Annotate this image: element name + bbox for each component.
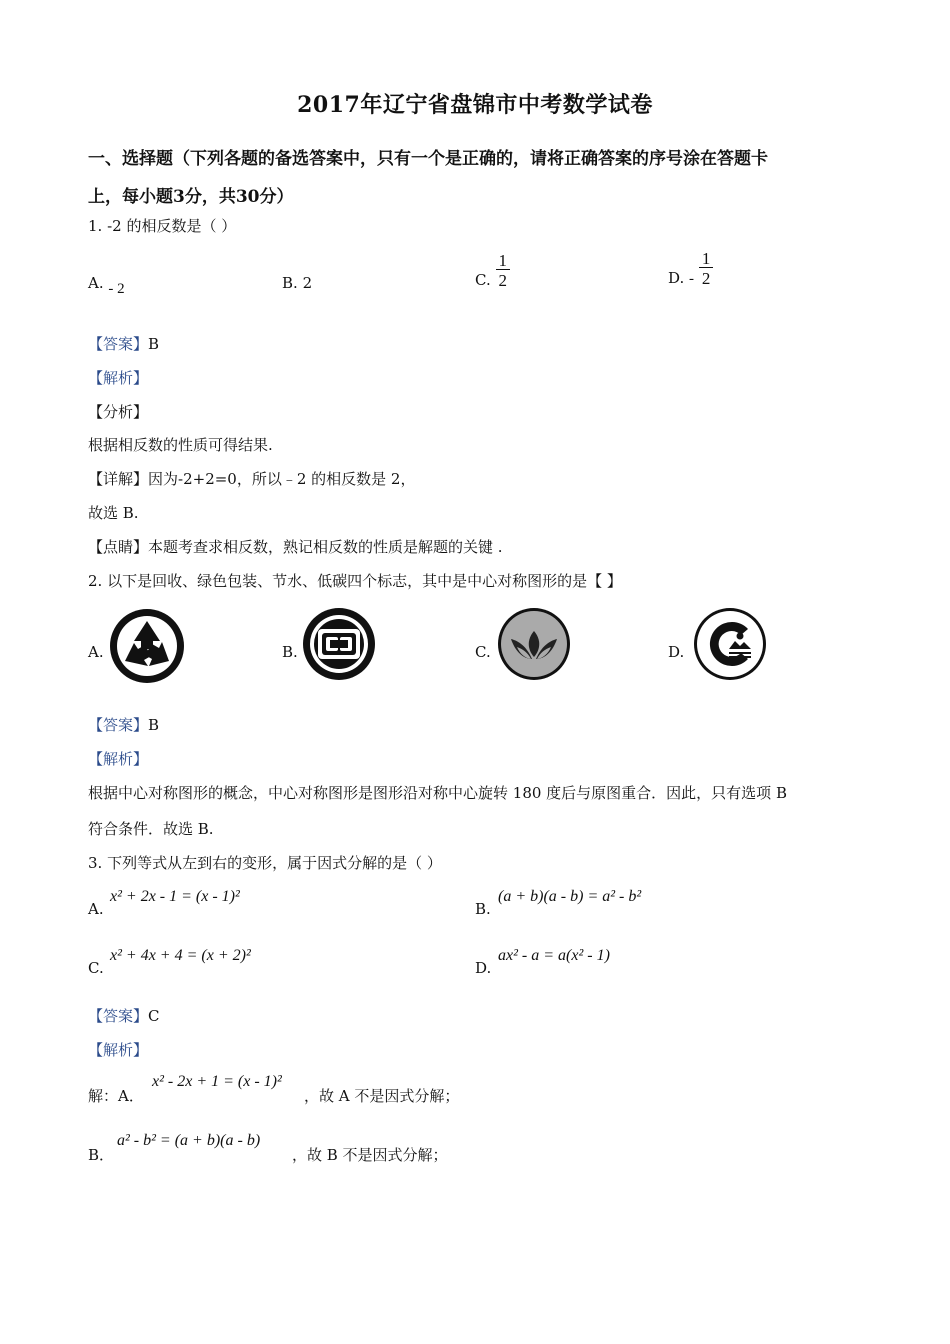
q1-option-c-fraction [496, 252, 511, 289]
q2-answer-value: B [148, 716, 160, 734]
page-title: 2017年辽宁省盘锦市中考数学试卷 [297, 92, 653, 118]
q2-stem: 2. 以下是回收、绿色包装、节水、低碳四个标志，其中是中心对称图形的是【 】 [88, 572, 622, 590]
q1-option-a [88, 274, 125, 297]
q3-solution-a-prefix: 解：A． [88, 1087, 144, 1105]
q1-option-d [668, 250, 713, 287]
q1-fenxi-text: 根据相反数的性质可得结果. [88, 436, 273, 454]
q3-solution-b-suffix: ，故 B 不是因式分解； [292, 1146, 448, 1164]
q1-stem: 1. ‐2 的相反数是（ ） [88, 217, 237, 235]
q3-option-a-label: A. [88, 900, 104, 918]
q1-detail [88, 468, 415, 489]
q1-option-c [475, 252, 510, 289]
q2-answer [88, 714, 159, 735]
q1-option-d-denominator: 2 [701, 269, 711, 288]
q1-option-b [282, 274, 312, 292]
q1-option-c-numerator: 1 [496, 252, 511, 270]
q2-option-a-label: A. [88, 643, 104, 661]
q1-choose: 故选 B. [88, 504, 139, 522]
q3-answer [88, 1005, 160, 1026]
q1-comment [88, 536, 503, 557]
q3-analysis-tag [88, 1039, 148, 1060]
q1-option-b-label: B. [282, 274, 298, 292]
q3-analysis-tag-text: 【解析】 [88, 1041, 149, 1059]
q2-option-c-label: C. [475, 643, 491, 661]
q3-option-d-label: D. [475, 959, 492, 977]
q1-fenxi-tag: 【分析】 [88, 403, 149, 421]
q1-comment-text: 本题考查求相反数，熟记相反数的性质是解题的关键 . [148, 538, 503, 556]
section-heading-line2: 上，每小题3分，共30分） [88, 187, 294, 207]
q1-answer [88, 333, 159, 354]
q2-answer-tag: 【答案】 [88, 716, 149, 734]
q1-comment-tag: 【点睛】 [88, 538, 149, 556]
q1-answer-tag: 【答案】 [88, 335, 149, 353]
q1-option-d-fraction [699, 250, 714, 287]
q1-option-d-label: D. [668, 268, 685, 287]
q3-solution-a-suffix: ，故 A 不是因式分解； [304, 1087, 460, 1105]
q1-option-d-numerator: 1 [699, 250, 714, 268]
q1-detail-text: 因为-2+2=0，所以﹣2 的相反数是 2， [148, 470, 416, 488]
section-heading-line1: 一、选择题（下列各题的备选答案中，只有一个是正确的，请将正确答案的序号涂在答题卡 [88, 149, 768, 169]
q1-analysis-tag-text: 【解析】 [88, 369, 149, 387]
q1-option-c-denominator: 2 [498, 271, 507, 290]
q1-option-b-value: 2 [302, 274, 313, 292]
recycle-icon [108, 607, 186, 685]
q1-answer-value: B [148, 335, 160, 353]
q3-solution-b-expr: a² ‐ b² = (a + b)(a ‐ b) [117, 1132, 261, 1149]
q1-option-a-value: ‐ 2 [108, 281, 125, 297]
q1-option-a-label: A. [88, 274, 104, 292]
low-carbon-icon [693, 607, 767, 681]
q3-option-b-expr: (a + b)(a ‐ b) = a² ‐ b² [498, 888, 642, 905]
q1-detail-tag: 【详解】 [88, 470, 149, 488]
q3-option-a-expr: x² + 2x ‐ 1 = (x ‐ 1)² [110, 888, 240, 905]
q3-option-c-expr: x² + 4x + 4 = (x + 2)² [110, 947, 251, 964]
q2-analysis-tag [88, 748, 148, 769]
q2-analysis-line1: 根据中心对称图形的概念，中心对称图形是图形沿对称中心旋转 180 度后与原图重合．因此，只有选项 B [88, 784, 787, 802]
green-package-icon [302, 607, 376, 681]
q1-option-d-sign: ‐ [689, 270, 695, 287]
water-saving-icon [497, 607, 571, 681]
q3-solution-a-expr: x² ‐ 2x + 1 = (x ‐ 1)² [152, 1073, 282, 1090]
q2-analysis-tag-text: 【解析】 [88, 750, 149, 768]
q2-option-d-label: D. [668, 643, 685, 661]
q3-option-d-expr: ax² ‐ a = a(x² ‐ 1) [498, 947, 610, 964]
q3-solution-b-prefix: B． [88, 1146, 115, 1164]
q2-analysis-line2: 符合条件．故选 B. [88, 820, 214, 838]
q2-option-b-label: B. [282, 643, 298, 661]
q3-answer-value: C [148, 1007, 160, 1025]
q3-option-c-label: C. [88, 959, 104, 977]
q3-answer-tag: 【答案】 [88, 1007, 149, 1025]
q3-stem: 3. 下列等式从左到右的变形，属于因式分解的是（ ） [88, 854, 442, 872]
q1-option-c-label: C. [475, 270, 491, 289]
q3-option-b-label: B. [475, 900, 491, 918]
q1-analysis-tag [88, 367, 148, 388]
